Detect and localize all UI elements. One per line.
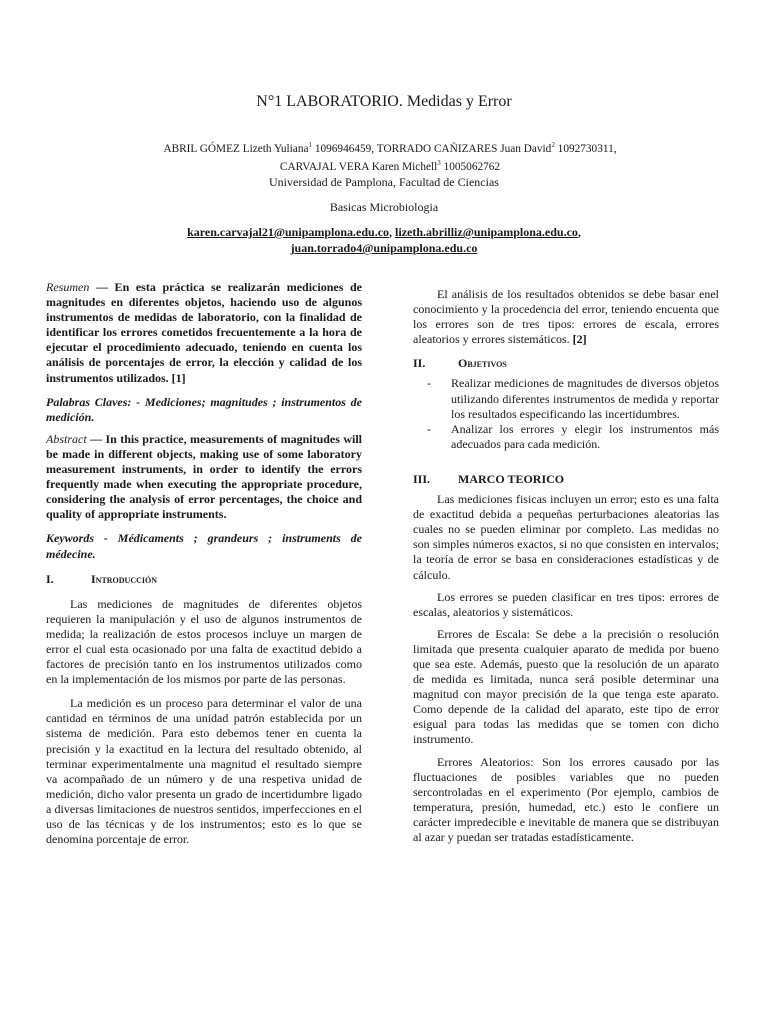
palabras-claves: Palabras Claves: - Mediciones; magnitudes ; instrumentos de medición. [46,394,362,424]
section-heading [46,572,362,587]
bullet-dash: - [427,376,431,391]
right-column [413,287,719,845]
program: Basicas Microbiologia [329,200,439,214]
section-number: III. [413,471,431,486]
list-item [413,376,719,421]
email-link[interactable]: karen.carvajal21@unipamplona.edu.co [187,225,390,239]
author-1-affil: 1 [308,141,312,149]
author-2: 1096946459, TORRADO CAÑIZARES Juan David [312,142,552,155]
paper-title: N°1 LABORATORIO. Medidas y Error [256,93,512,110]
body-paragraph: Los errores se pueden clasificar en tres tipos: errores de escalas, aleatorios y sistemáticos. [413,589,719,619]
author-2-affil: 2 [551,141,555,149]
analysis-text: El análisis de los resultados obtenidos se debe basar enel conocimiento y la procedencia del error, teniendo encuenta que los errores son de tres tipos: errores de escala, errores aleatorios y errores sistemáticos. [413,287,719,347]
bullet-dash: - [427,421,431,436]
email-separator: , [389,225,396,239]
author-3-id: 1005062762 [440,160,501,173]
author-2-id: 1092730311, [554,142,617,155]
author-list [130,138,650,174]
section-number: I. [46,571,54,586]
citation: [2] [569,332,587,347]
section-title: MARCO TEORICO [458,471,565,486]
body-paragraph: Errores Aleatorios: Son los errores causado por las fluctuaciones de posibles variables que no pueden sercontroladas en el experimento (Por ejemplo, cambios de temperatura, presión, humedad, etc.) esto le confiere un carácter impredecible e inevitable de manera que se distribuyan al azar y puedan ser tratadas estadísticamente. [413,754,719,844]
list-item [413,422,719,452]
abstract-es [46,280,362,386]
section-title: Objetivos [458,356,507,371]
author-1: ABRIL GÓMEZ Lizeth Yuliana [163,142,309,155]
section-number: II. [413,356,426,371]
body-paragraph: Las mediciones fisicas incluyen un error; esto es una falta de exactitud debida a pequeñas perturbaciones aleatorias las cuales no se pueden eliminar por completo. Las medidas no son simples números exactos, si no que consisten en intervalos; la teoría de error se basa en consideraciones estadísticas y de cálculo. [413,492,719,582]
analysis-paragraph [413,287,719,347]
university: Universidad de Pamplona, Facultad de Ciencias [269,175,499,189]
email-link[interactable]: juan.torrado4@unipamplona.edu.co [290,241,478,255]
abstract-label: Abstract [46,431,87,446]
body-paragraph: Errores de Escala: Se debe a la precisión o resolución limitada que presenta cualquier aparato de medida por bueno que sea este. Además, puesto que la resolución de un aparato de medida es limitada, nunca será posible determinar una magnitud con mayor precisión de la que tenga este aparato. Como depende de la calidad del aparato, este tipo de error esigual para todas las medidas que se tomen con dicho instrumento. [413,626,719,747]
left-column [46,280,362,847]
resumen-label: Resumen [46,280,90,294]
abstract-text: — In this practice, measurements of magnitudes will be made in different objects, making use of some laboratory measurement instruments, in order to identify the errors frequently made when executing the appropriate procedure, considering the analysis of error percentages, the choice and quality of appropriate instruments. [46,431,362,522]
author-3-affil: 3 [437,158,441,167]
author-3: CARVAJAL VERA Karen Michell [279,160,438,173]
section-title: Introducción [91,571,158,586]
email-list [0,224,768,256]
objective-text: Realizar mediciones de magnitudes de diversos objetos utilizando diferentes instrumentos de medida y reportar los resultados especificando las incertidumbres. [451,376,719,421]
email-link[interactable]: lizeth.abrilliz@unipamplona.edu.co [395,225,578,239]
objective-text: Analizar los errores y elegir los instrumentos más adecuados para cada medición. [451,421,719,451]
email-separator: , [577,225,581,239]
intro-paragraph: La medición es un proceso para determinar el valor de una cantidad en términos de una unidad patrón establecida por un sistema de medición. Para esto debemos tener en cuenta la precisión y la exactitud en la lectura del resultado obtenido, al terminar experimentalmente una magnitud el resultado siempre va acompañado de un número y de una respetiva unidad de medición, dicho valor presenta un grado de incertidumbre ligado a diversas limitaciones de nuestros sentidos, imperfecciones en el uso de las técnicas y de los instrumentos; esto es lo que se denomina porcentaje de error. [46,696,362,847]
resumen-text: — En esta práctica se realizarán mediciones de magnitudes en diferentes objetos, haciendo uso de algunos instrumentos de medidas de laboratorio, con la finalidad de identificar los errores cometidos frecuentemente a la hora de ejecutar el procedimiento adecuado, teniendo en cuenta los análisis de porcentajes de error, la elección y calidad de los instrumentos utilizados. [1] [46,280,362,385]
abstract-en [46,432,362,523]
intro-paragraph: Las mediciones de magnitudes de diferentes objetos requieren la manipulación y el uso de algunos instrumentos de medida; la realización de estos procesos incluye un margen de error el cual esta ocasionado por una falta de exactitud debido a factores de precisión tanto en los instrumentos utilizados como en la implementación de los mismos por parte de las personas. [46,596,362,687]
section-heading [413,356,719,371]
keywords: Keywords - Médicaments ; grandeurs ; instruments de médecine. [46,531,362,561]
section-heading [413,472,719,487]
